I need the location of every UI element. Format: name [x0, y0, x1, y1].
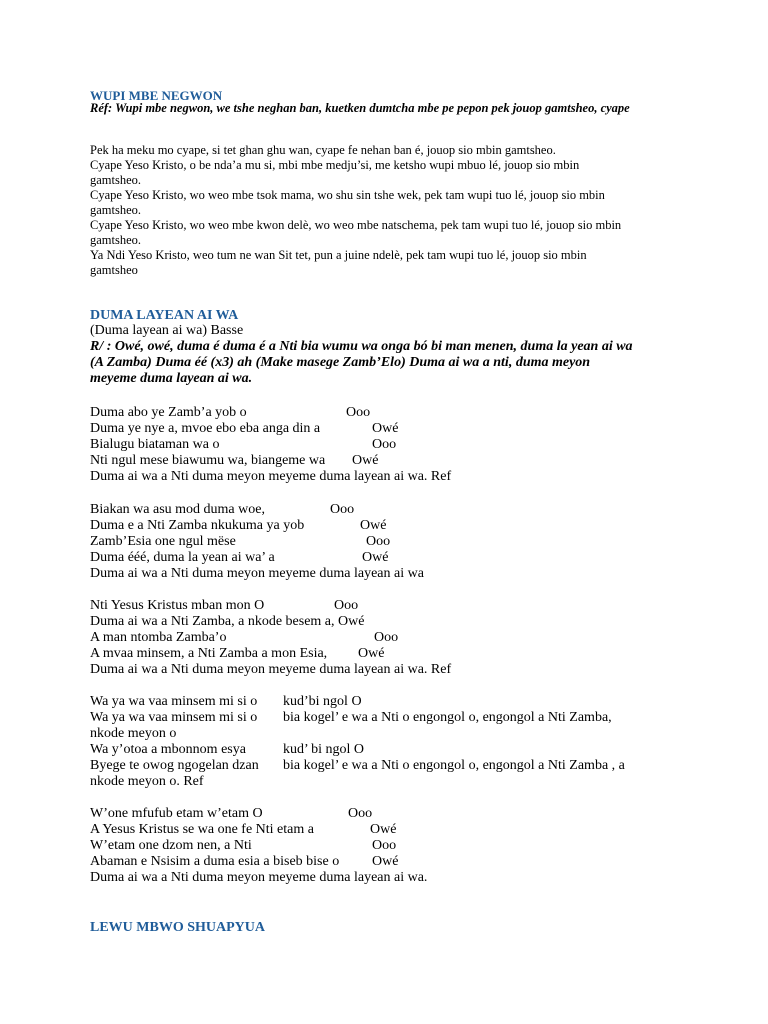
- song2-verse-4: [90, 694, 690, 790]
- lyric-text: Wa ya wa vaa minsem mi si o: [90, 694, 258, 709]
- lyric-text: Duma abo ye Zamb’a yob o: [90, 405, 247, 420]
- lyric-text: W’one mfufub etam w’etam O: [90, 806, 263, 821]
- lyric-row: [90, 870, 690, 886]
- lyric-text: Duma e a Nti Zamba nkukuma ya yob: [90, 518, 305, 533]
- lyric-text: A man ntomba Zamba’o: [90, 630, 227, 645]
- lyric-row: [90, 598, 690, 614]
- lyric-text: Biakan wa asu mod duma woe,: [90, 502, 265, 517]
- response-text: bia kogel’ e wa a Nti o engongol o, engongol a Nti Zamba , a: [283, 758, 625, 773]
- response-text: Ooo: [372, 838, 397, 853]
- lyric-row: [90, 405, 690, 421]
- song1-refrain: Réf: Wupi mbe negwon, we tshe neghan ban, kuetken dumtcha mbe pe pepon pek jouop gamtsheo, cyape: [90, 101, 630, 115]
- song2-refrain-line: meyeme duma layean ai wa.: [90, 371, 253, 386]
- lyric-row: [90, 822, 690, 838]
- song1-line: gamtsheo.: [90, 173, 142, 187]
- lyric-row: [90, 550, 690, 566]
- response-text: bia kogel’ e wa a Nti o engongol o, engongol a Nti Zamba,: [283, 710, 612, 725]
- lyric-row: [90, 566, 690, 582]
- response-text: Owé: [358, 646, 385, 661]
- lyric-row: [90, 710, 690, 726]
- lyric-text: Byege te owog ngogelan dzan: [90, 758, 259, 773]
- lyric-text: nkode meyon o. Ref: [90, 774, 204, 789]
- lyric-text: Nti Yesus Kristus mban mon O: [90, 598, 265, 613]
- song1-line: Cyape Yeso Kristo, o be nda’a mu si, mbi mbe medju’si, me ketsho wupi mbuo lé, jouop sio mbin: [90, 158, 580, 172]
- song-title-wupi: WUPI MBE NEGWON: [90, 88, 223, 103]
- response-text: Ooo: [348, 806, 373, 821]
- song2-verse-1: [90, 405, 690, 485]
- song1-line: Cyape Yeso Kristo, wo weo mbe kwon delè, wo weo mbe natschema, pek tam wupi tuo lé, jouop sio mbin: [90, 218, 622, 232]
- lyric-row: [90, 630, 690, 646]
- lyric-row: [90, 694, 690, 710]
- lyric-text: A Yesus Kristus se wa one fe Nti etam a: [90, 822, 314, 837]
- lyric-text: Bialugu biataman wa o: [90, 437, 220, 452]
- song1-line: gamtsheo.: [90, 203, 142, 217]
- response-text: kud’bi ngol O: [283, 694, 362, 709]
- lyric-row: [90, 453, 690, 469]
- lyric-text: Abaman e Nsisim a duma esia a biseb bise o: [90, 854, 340, 869]
- response-text: Ooo: [330, 502, 355, 517]
- lyric-row: [90, 646, 690, 662]
- lyric-text: W’etam one dzom nen, a Nti: [90, 838, 252, 853]
- song1-line: Pek ha meku mo cyape, si tet ghan ghu wan, cyape fe nehan ban é, jouop sio mbin gamtsheo.: [90, 143, 556, 157]
- response-text: Owé: [360, 518, 387, 533]
- lyric-row: [90, 838, 690, 854]
- lyric-text: Duma ai wa a Nti duma meyon meyeme duma layean ai wa.: [90, 870, 428, 885]
- response-text: Ooo: [372, 437, 397, 452]
- lyric-text: Duma ai wa a Nti duma meyon meyeme duma layean ai wa: [90, 566, 424, 581]
- song2-verse-2: [90, 502, 690, 582]
- lyric-row: [90, 534, 690, 550]
- response-text: Ooo: [366, 534, 391, 549]
- song2-header: [90, 323, 690, 387]
- response-text: Ooo: [374, 630, 399, 645]
- response-text: Owé: [372, 421, 399, 436]
- lyric-row: [90, 469, 690, 485]
- song2-verse-3: [90, 598, 690, 678]
- lyric-row: [90, 518, 690, 534]
- song1-line: Cyape Yeso Kristo, wo weo mbe tsok mama, wo shu sin tshe wek, pek tam wupi tuo lé, jouop sio mbin: [90, 188, 605, 202]
- song-title-lewu: LEWU MBWO SHUAPYUA: [90, 920, 266, 935]
- response-text: Ooo: [346, 405, 371, 420]
- song2-verse-5: [90, 806, 690, 886]
- response-text: Owé: [352, 453, 379, 468]
- lyric-text: Duma ai wa a Nti Zamba, a nkode besem a, Owé: [90, 614, 365, 629]
- song2-subtitle: (Duma layean ai wa) Basse: [90, 323, 244, 338]
- lyric-row: [90, 774, 690, 790]
- song1-line: gamtsheo.: [90, 233, 142, 247]
- song2-refrain-line: (A Zamba) Duma éé (x3) ah (Make masege Zamb’Elo) Duma ai wa a nti, duma meyon: [90, 355, 591, 370]
- lyric-text: nkode meyon o: [90, 726, 177, 741]
- lyric-row: [90, 662, 690, 678]
- lyric-text: Duma ai wa a Nti duma meyon meyeme duma layean ai wa. Ref: [90, 662, 452, 677]
- response-text: Ooo: [334, 598, 359, 613]
- song1-line: gamtsheo: [90, 263, 138, 277]
- response-text: kud’ bi ngol O: [283, 742, 365, 757]
- song-title-duma: DUMA LAYEAN AI WA: [90, 308, 239, 323]
- lyric-row: [90, 854, 690, 870]
- lyric-text: Wa y’otoa a mbonnom esya: [90, 742, 246, 757]
- lyric-text: Duma ye nye a, mvoe ebo eba anga din a: [90, 421, 321, 436]
- lyric-text: Nti ngul mese biawumu wa, biangeme wa: [90, 453, 326, 468]
- lyric-text: Zamb’Esia one ngul mëse: [90, 534, 236, 549]
- response-text: Owé: [370, 822, 397, 837]
- response-text: Owé: [372, 854, 399, 869]
- song1-line: Ya Ndi Yeso Kristo, weo tum ne wan Sit tet, pun a juine ndelè, pek tam wupi tuo lé, jouop sio mbin: [90, 248, 587, 262]
- response-text: Owé: [362, 550, 389, 565]
- lyric-row: [90, 614, 690, 630]
- lyric-text: Duma ai wa a Nti duma meyon meyeme duma layean ai wa. Ref: [90, 469, 452, 484]
- song2-refrain-line: R/ : Owé, owé, duma é duma é a Nti bia wumu wa onga bó bi man menen, duma la yean ai wa: [90, 339, 633, 354]
- lyric-text: A mvaa minsem, a Nti Zamba a mon Esia,: [90, 646, 328, 661]
- lyric-row: [90, 758, 690, 774]
- lyric-row: [90, 437, 690, 453]
- lyric-row: [90, 726, 690, 742]
- lyric-row: [90, 502, 690, 518]
- lyric-text: Duma ééé, duma la yean ai wa’ a: [90, 550, 275, 565]
- song1-verses: [90, 143, 690, 278]
- lyric-row: [90, 806, 690, 822]
- lyric-row: [90, 421, 690, 437]
- lyric-text: Wa ya wa vaa minsem mi si o: [90, 710, 258, 725]
- lyric-row: [90, 742, 690, 758]
